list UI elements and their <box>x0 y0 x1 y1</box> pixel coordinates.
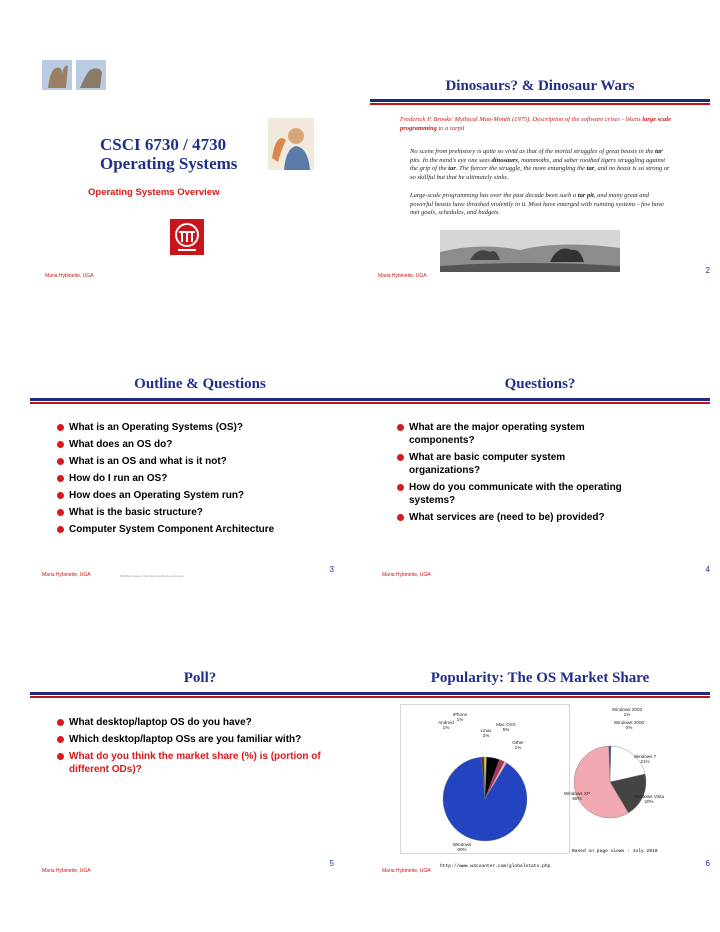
title-rule-red <box>370 103 710 105</box>
list-item: Which desktop/laptop OSs are you familiar with? <box>56 733 326 746</box>
page-number: 3 <box>329 565 334 574</box>
slide-title: Popularity: The OS Market Share <box>430 670 650 686</box>
pie-label-windows-2000: Windows 2000 0% <box>613 720 645 730</box>
pie-label-mac-osx: Mac OSX 5% <box>496 722 516 732</box>
list-item: Computer System Component Architecture <box>56 523 356 536</box>
title-rule-red <box>30 402 370 404</box>
slide-subtitle: Operating Systems Overview <box>88 187 220 198</box>
pie-label-windows-2003: Windows 2003 1% <box>611 707 643 717</box>
page-number: 2 <box>705 266 710 275</box>
tarpit-paragraph-2: Large-scale programming has over the past decade been such a tar pit, and many great and powerful beasts have thrashed violently in it. Most have emerged with running systems - few have met goals, schedules, and budgets. <box>410 192 664 216</box>
list-item: What is an OS and what is it not? <box>56 455 356 468</box>
uga-logo <box>170 219 204 255</box>
list-item: What services are (need to be) provided? <box>396 511 636 524</box>
course-number: CSCI 6730 / 4730 <box>100 135 227 154</box>
pie-label-windows: Windows 90% <box>452 842 472 852</box>
source-url: http://www.w3counter.com/globalstats.php <box>440 864 551 869</box>
title-rule <box>30 398 370 401</box>
slide-title: Poll? <box>183 670 217 686</box>
instructor-photo <box>268 118 314 170</box>
poll-list <box>56 716 326 780</box>
list-item: What are the major operating system components? <box>396 421 636 447</box>
pie-label-windows-xp: Windows XP 58% <box>563 791 591 801</box>
slide-1 <box>30 48 370 288</box>
list-item-highlight: What do you think the market share (%) is (portion of different ODs)? <box>56 750 326 776</box>
slide-footer: Maria Hybinette, UGA <box>382 572 431 578</box>
title-rule-red <box>370 696 710 698</box>
questions-list <box>396 421 636 528</box>
title-rule <box>30 692 370 695</box>
windows-version-pie <box>555 704 665 842</box>
pie-label-other: Other 1% <box>512 740 524 750</box>
slide-title: Dinosaurs? & Dinosaur Wars <box>445 78 635 94</box>
title-rule-red <box>370 402 710 404</box>
title-rule <box>370 99 710 102</box>
slide-6 <box>370 646 710 886</box>
page-number: 4 <box>705 565 710 574</box>
outline-list <box>56 421 356 540</box>
list-item: How does an Operating System run? <box>56 489 356 502</box>
pie-label-windows-vista: Windows Vista 20% <box>633 794 665 804</box>
course-name: Operating Systems <box>100 154 238 173</box>
slide-5 <box>30 646 370 886</box>
slide-2 <box>370 48 710 288</box>
slide-footer: Maria Hybinette, UGA <box>45 273 94 279</box>
list-item: How do you communicate with the operating systems? <box>396 481 636 507</box>
list-item: What is the basic structure? <box>56 506 356 519</box>
slide-footer: Maria Hybinette, UGA <box>382 868 431 874</box>
slide-title: Questions? <box>504 376 576 392</box>
page-views-note: Based on page views : July 2010 <box>572 849 658 854</box>
tarpit-illustration <box>440 230 620 272</box>
list-item: How do I run an OS? <box>56 472 356 485</box>
list-item: What are basic computer system organizations? <box>396 451 636 477</box>
title-rule <box>370 692 710 695</box>
pie-label-windows-7: Windows 7 21% <box>633 754 657 764</box>
brooks-quote: Frederick P. Brooks' Mythical Man-Month (1975). Description of the software crises - likens large scale programming to a tarpit <box>400 116 671 132</box>
slide-footer: Maria Hybinette, UGA <box>42 868 91 874</box>
tarpit-paragraph-1: No scene from prehistory is quite so vivid as that of the mortal struggles of great beasts in the tar pits. In the mind's eye one sees dinosaurs, mammoths, and saber toothed tigers struggling against the grip of the tar. The fiercer the struggle, the more entangling the tar, and no beast is so strong or so skillful but that he ultimately sinks. <box>410 148 670 181</box>
title-rule <box>370 398 710 401</box>
slide-title: Outline & Questions <box>134 376 266 392</box>
title-rule-red <box>30 696 370 698</box>
slide-4 <box>370 352 710 592</box>
slide-3 <box>30 352 370 592</box>
slide-footer: Maria Hybinette, UGA <box>378 273 427 279</box>
page-number: 6 <box>705 859 710 868</box>
page-number: 5 <box>329 859 334 868</box>
pie-label-iphone: iPhone 1% <box>452 712 468 722</box>
list-item: What desktop/laptop OS do you have? <box>56 716 326 729</box>
pie-label-linux: Linux 2% <box>480 728 492 738</box>
list-item: What does an OS do? <box>56 438 356 451</box>
list-item: What is an Operating Systems (OS)? <box>56 421 356 434</box>
small-note: Modified slides of the Maria Hybinette Hybinette <box>120 574 184 578</box>
os-market-share-pie <box>400 704 570 854</box>
slide-footer: Maria Hybinette, UGA <box>42 572 91 578</box>
pie-label-android: Android 1% <box>438 720 454 730</box>
dinosaur-logo <box>42 60 106 90</box>
